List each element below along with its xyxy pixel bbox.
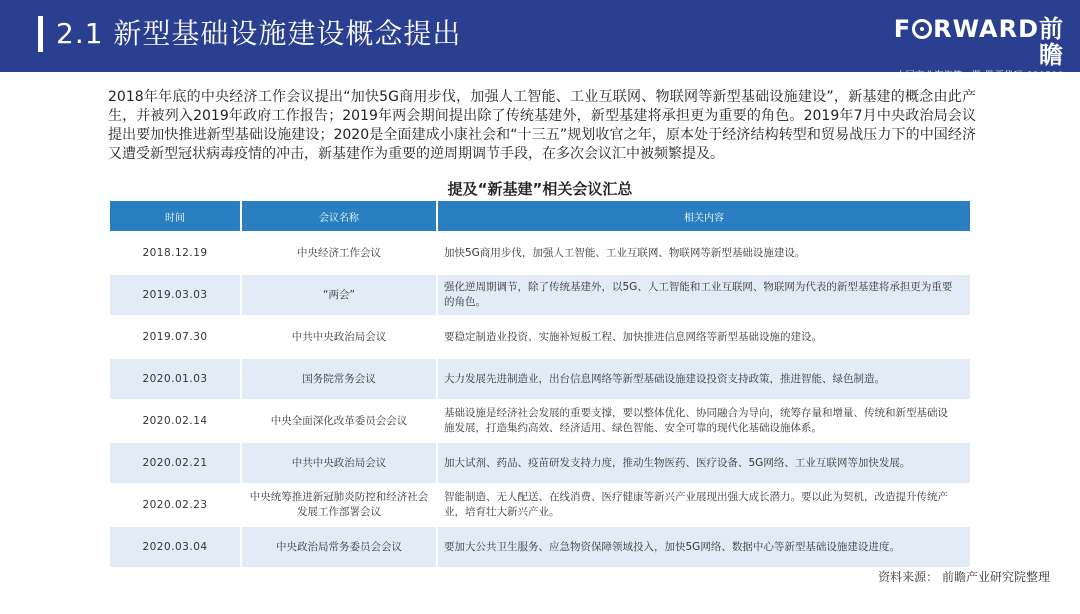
table-row [109,526,971,568]
row-meeting: 中共中央政治局会议 [241,316,437,358]
column-header-date: 时间 [109,200,241,232]
table-header-row [109,200,971,232]
row-meeting: 中央政治局常务委员会会议 [241,526,437,568]
row-meeting: 中共中央政治局会议 [241,442,437,484]
table-row [109,358,971,400]
row-content: 强化逆周期调节，除了传统基建外，以5G、人工智能和工业互联网、物联网为代表的新型基建将承担更为重要的角色。 [437,274,971,316]
logo-tagline: 中国产业咨询第一股 股票代码:839599 [896,71,1064,81]
row-content: 要加大公共卫生服务、应急物资保障领域投入，加快5G网络、数据中心等新型基础设施建设进度。 [437,526,971,568]
row-content: 基础设施是经济社会发展的重要支撑，要以整体优化、协同融合为导向，统筹存量和增量、传统和新型基础设施发展，打造集约高效、经济适用、绿色智能、安全可靠的现代化基础设施体系。 [437,400,971,442]
row-meeting: 中央经济工作会议 [241,232,437,274]
source-note: 资料来源： 前瞻产业研究院整理 [878,570,1050,584]
row-meeting: 中央统筹推进新冠肺炎防控和经济社会发展工作部署会议 [241,484,437,526]
intro-paragraph: 2018年年底的中央经济工作会议提出“加快5G商用步伐，加强人工智能、工业互联网、物联网等新型基础设施建设”，新基建的概念由此产生，并被列入2019年政府工作报告；2019年两会期间提出除了传统基建外，新型基建将承担更为重要的角色。2019年7月中央政治局会议提出要加快推进新型基础设施建设；2020是全面建成小康社会和“十三五”规划收官之年，原本处于经济结构转型和贸易战压力下的中国经济又遭受新型冠状病毒疫情的冲击，新基建作为重要的逆周期调节手段，在多次会议汇中被频繁提及。 [108,89,976,162]
row-content: 大力发展先进制造业，出台信息网络等新型基础设施建设投资支持政策，推进智能、绿色制造。 [437,358,971,400]
row-date: 2020.02.14 [109,400,241,442]
row-date: 2019.03.03 [109,274,241,316]
forward-logo [874,15,1064,81]
row-date: 2020.02.23 [109,484,241,526]
page-title: 2.1 新型基础设施建设概念提出 [56,17,462,50]
row-date: 2018.12.19 [109,232,241,274]
row-content: 智能制造、无人配送、在线消费、医疗健康等新兴产业展现出强大成长潜力。要以此为契机，改造提升传统产业，培育壮大新兴产业。 [437,484,971,526]
title-accent-bar [38,16,43,52]
meetings-table [108,199,972,569]
row-date: 2019.07.30 [109,316,241,358]
row-date: 2020.02.21 [109,442,241,484]
row-meeting: 国务院常务会议 [241,358,437,400]
row-meeting: “两会” [241,274,437,316]
row-date: 2020.01.03 [109,358,241,400]
table-row [109,484,971,526]
row-content: 加快5G商用步伐，加强人工智能、工业互联网、物联网等新型基础设施建设。 [437,232,971,274]
table-title: 提及“新基建”相关会议汇总 [447,180,633,198]
logo-wordmark-suffix: RWARD前瞻 [933,15,1064,69]
logo-o-icon [912,19,932,39]
table-row [109,316,971,358]
logo-wordmark-prefix: F [893,15,912,43]
row-content: 加大试剂、药品、疫苗研发支持力度，推动生物医药、医疗设备、5G网络、工业互联网等加快发展。 [437,442,971,484]
column-header-content: 相关内容 [437,200,971,232]
column-header-meeting: 会议名称 [241,200,437,232]
row-meeting: 中央全面深化改革委员会会议 [241,400,437,442]
row-date: 2020.03.04 [109,526,241,568]
table-row [109,232,971,274]
table-row [109,400,971,442]
page-header [0,0,1080,81]
logo-wordmark [874,16,1064,68]
row-content: 要稳定制造业投资、实施补短板工程、加快推进信息网络等新型基础设施的建设。 [437,316,971,358]
table-row [109,274,971,316]
table-row [109,442,971,484]
